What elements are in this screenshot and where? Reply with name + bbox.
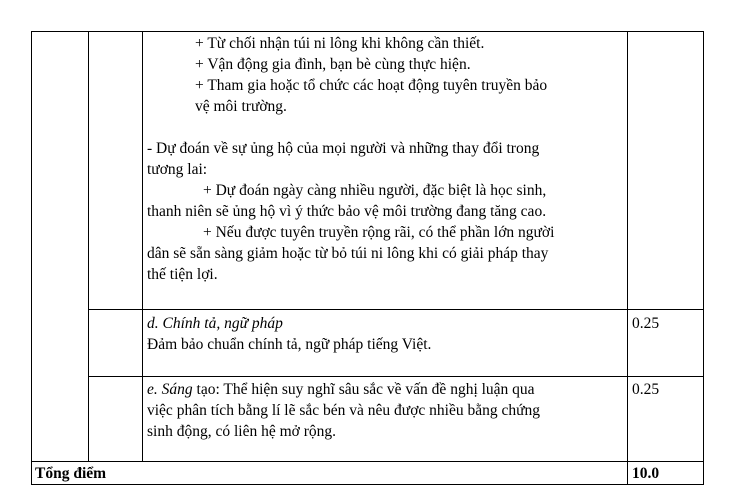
prediction-line: - Dự đoán về sự ủng hộ của mọi người và những thay đổi trong [147,140,540,157]
row1-content-cell [147,33,625,285]
prediction-bullet-line: + Dự đoán ngày càng nhiều người, đặc biệt là học sinh, [203,182,547,199]
row3-content-cell [147,379,625,442]
row-divider-1 [88,309,704,310]
total-score: 10.0 [632,465,660,482]
row2-content-cell [147,313,625,355]
criterion-text: Đảm bảo chuẩn chính tả, ngữ pháp tiếng Việt. [147,336,432,353]
table-top-border [31,31,704,32]
row-divider-2 [88,376,704,377]
row2-score: 0.25 [632,315,660,332]
column-divider-3 [627,31,628,485]
prediction-line-continuation: tương lai: [147,161,208,178]
bullet-line: + Vận động gia đình, bạn bè cùng thực hiện. [195,56,471,73]
table-left-border [31,31,32,485]
total-label: Tổng điểm [35,465,107,482]
criterion-text-line: việc phân tích bằng lí lẽ sắc bén và nêu được nhiều bằng chứng [147,402,540,419]
criterion-text: tạo: Thể hiện suy nghĩ sâu sắc về vấn đề nghị luận qua [192,381,535,398]
prediction-bullet-continuation: thế tiện lợi. [147,266,218,283]
column-divider-2 [142,31,143,462]
column-divider-1 [88,31,89,462]
bullet-line: + Từ chối nhận túi ni lông khi không cần thiết. [195,35,485,52]
prediction-bullet-continuation: dân sẽ sẵn sàng giảm hoặc từ bỏ túi ni lông khi có giải pháp thay [147,245,549,262]
criterion-text-line: sinh động, có liên hệ mở rộng. [147,423,337,440]
row3-score: 0.25 [632,381,660,398]
prediction-bullet-line: + Nếu được tuyên truyền rộng rãi, có thể phần lớn người [203,224,555,241]
bullet-line: + Tham gia hoặc tổ chức các hoạt động tuyên truyền bảo [195,77,548,94]
criterion-heading: e. Sáng [147,381,193,398]
prediction-bullet-continuation: thanh niên sẽ ủng hộ vì ý thức bảo vệ môi trường đang tăng cao. [147,203,547,220]
bullet-line-continuation: vệ môi trường. [195,98,287,115]
table-bottom-border [31,484,704,485]
criterion-heading: d. Chính tả, ngữ pháp [147,315,283,332]
table-right-border [703,31,704,485]
row-divider-3 [31,461,704,462]
